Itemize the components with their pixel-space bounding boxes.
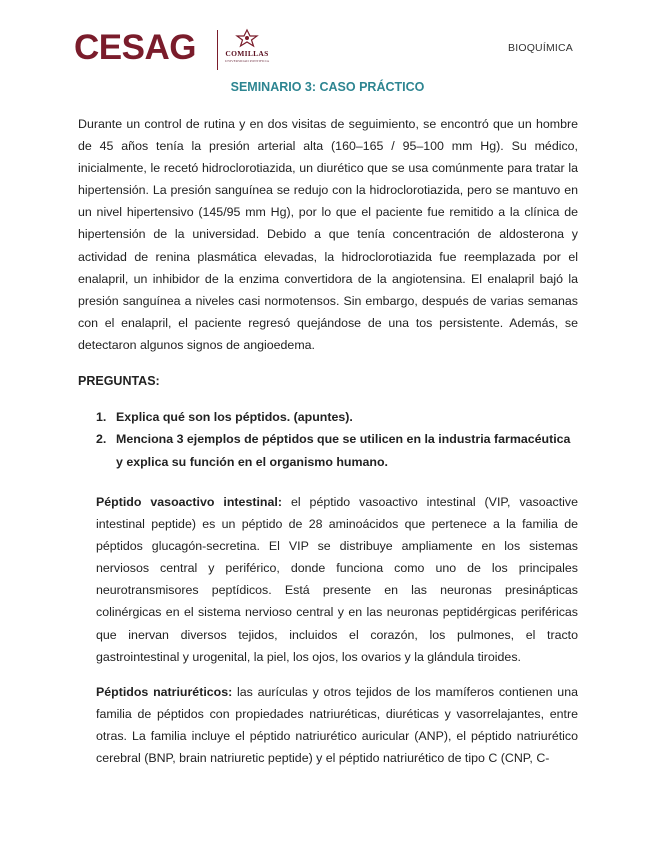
question-number: 2. [96, 432, 107, 447]
comillas-logo [222, 28, 272, 74]
subject-label: BIOQUÍMICA [508, 42, 574, 54]
answer-text: las aurículas y otros tejidos de los mamíferos contienen una familia de péptidos con propiedades natriuréticas, diuréticas y vasorrelajantes, entre otras. La familia incluye el péptido natriurético auricular (ANP), el péptido natriurético cerebral (BNP, brain natriuretic peptide) y el péptido natriurético de tipo C (CNP, C- [96, 685, 578, 766]
question-number: 1. [96, 410, 107, 424]
answer-natriuretic-paragraph [96, 681, 578, 769]
list-item [96, 428, 580, 473]
document-title: SEMINARIO 3: CASO PRÁCTICO [230, 80, 425, 94]
question-list [96, 406, 580, 473]
answer-term: Péptido vasoactivo intestinal: [96, 495, 282, 509]
answer-vip-paragraph [96, 491, 578, 668]
comillas-logo-name: COMILLAS [225, 49, 269, 58]
comillas-crest-icon [231, 28, 263, 48]
logo-divider [217, 30, 218, 70]
page-header [0, 0, 655, 80]
list-item [96, 406, 580, 428]
cesag-logo: CESAG [74, 28, 196, 67]
question-text: Explica qué son los péptidos. (apuntes). [116, 410, 353, 424]
questions-heading: PREGUNTAS: [78, 374, 160, 388]
answer-text: el péptido vasoactivo intestinal (VIP, vasoactive intestinal peptide) es un péptido de 28 aminoácidos que pertenece a la familia de péptidos glucagón-secretina. El VIP se distribuye ampliamente en los sistemas nerviosos central y periférico, donde funciona como uno de los principales neurotransmisores peptídicos. Está presente en las neuronas presinápticas colinérgicas en el sistema nervioso central y en las neuronas peptidérgicas periféricas que inervan diversos tejidos, incluidos el corazón, los pulmones, el tracto gastrointestinal y urogenital, la piel, los ojos, los ovarios y la glándula tiroides. [96, 495, 579, 664]
answer-term: Péptidos natriuréticos: [96, 685, 233, 699]
case-paragraph: Durante un control de rutina y en dos visitas de seguimiento, se encontró que un hombre de 45 años tenía la presión arterial alta (160–165 / 95–100 mm Hg). Su médico, inicialmente, le recetó hidroclorotiazida, un diurético que se usa comúnmente para tratar la hipertensión. La presión sanguínea se redujo con la hidroclorotiazida, pero se mantuvo en un nivel hipertensivo (145/95 mm Hg), por lo que el paciente fue remitido a la clínica de hipertensión de la universidad. Debido a que tenía concentración de aldosterona y actividad de renina plasmática elevadas, la hidroclorotiazida fue reemplazada por el enalapril, un inhibidor de la enzima convertidora de la angiotensina. El enalapril bajó la presión sanguínea a niveles casi normotensos. Sin embargo, después de varias semanas con el enalapril, el paciente regresó quejándose de una tos persistente. Además, se detectaron algunos signos de angioedema. [78, 117, 578, 352]
question-text: Menciona 3 ejemplos de péptidos que se utilicen en la industria farmacéutica y explica su función en el organismo humano. [116, 432, 571, 469]
comillas-logo-subtext: UNIVERSIDAD PONTIFICIA [224, 59, 270, 63]
